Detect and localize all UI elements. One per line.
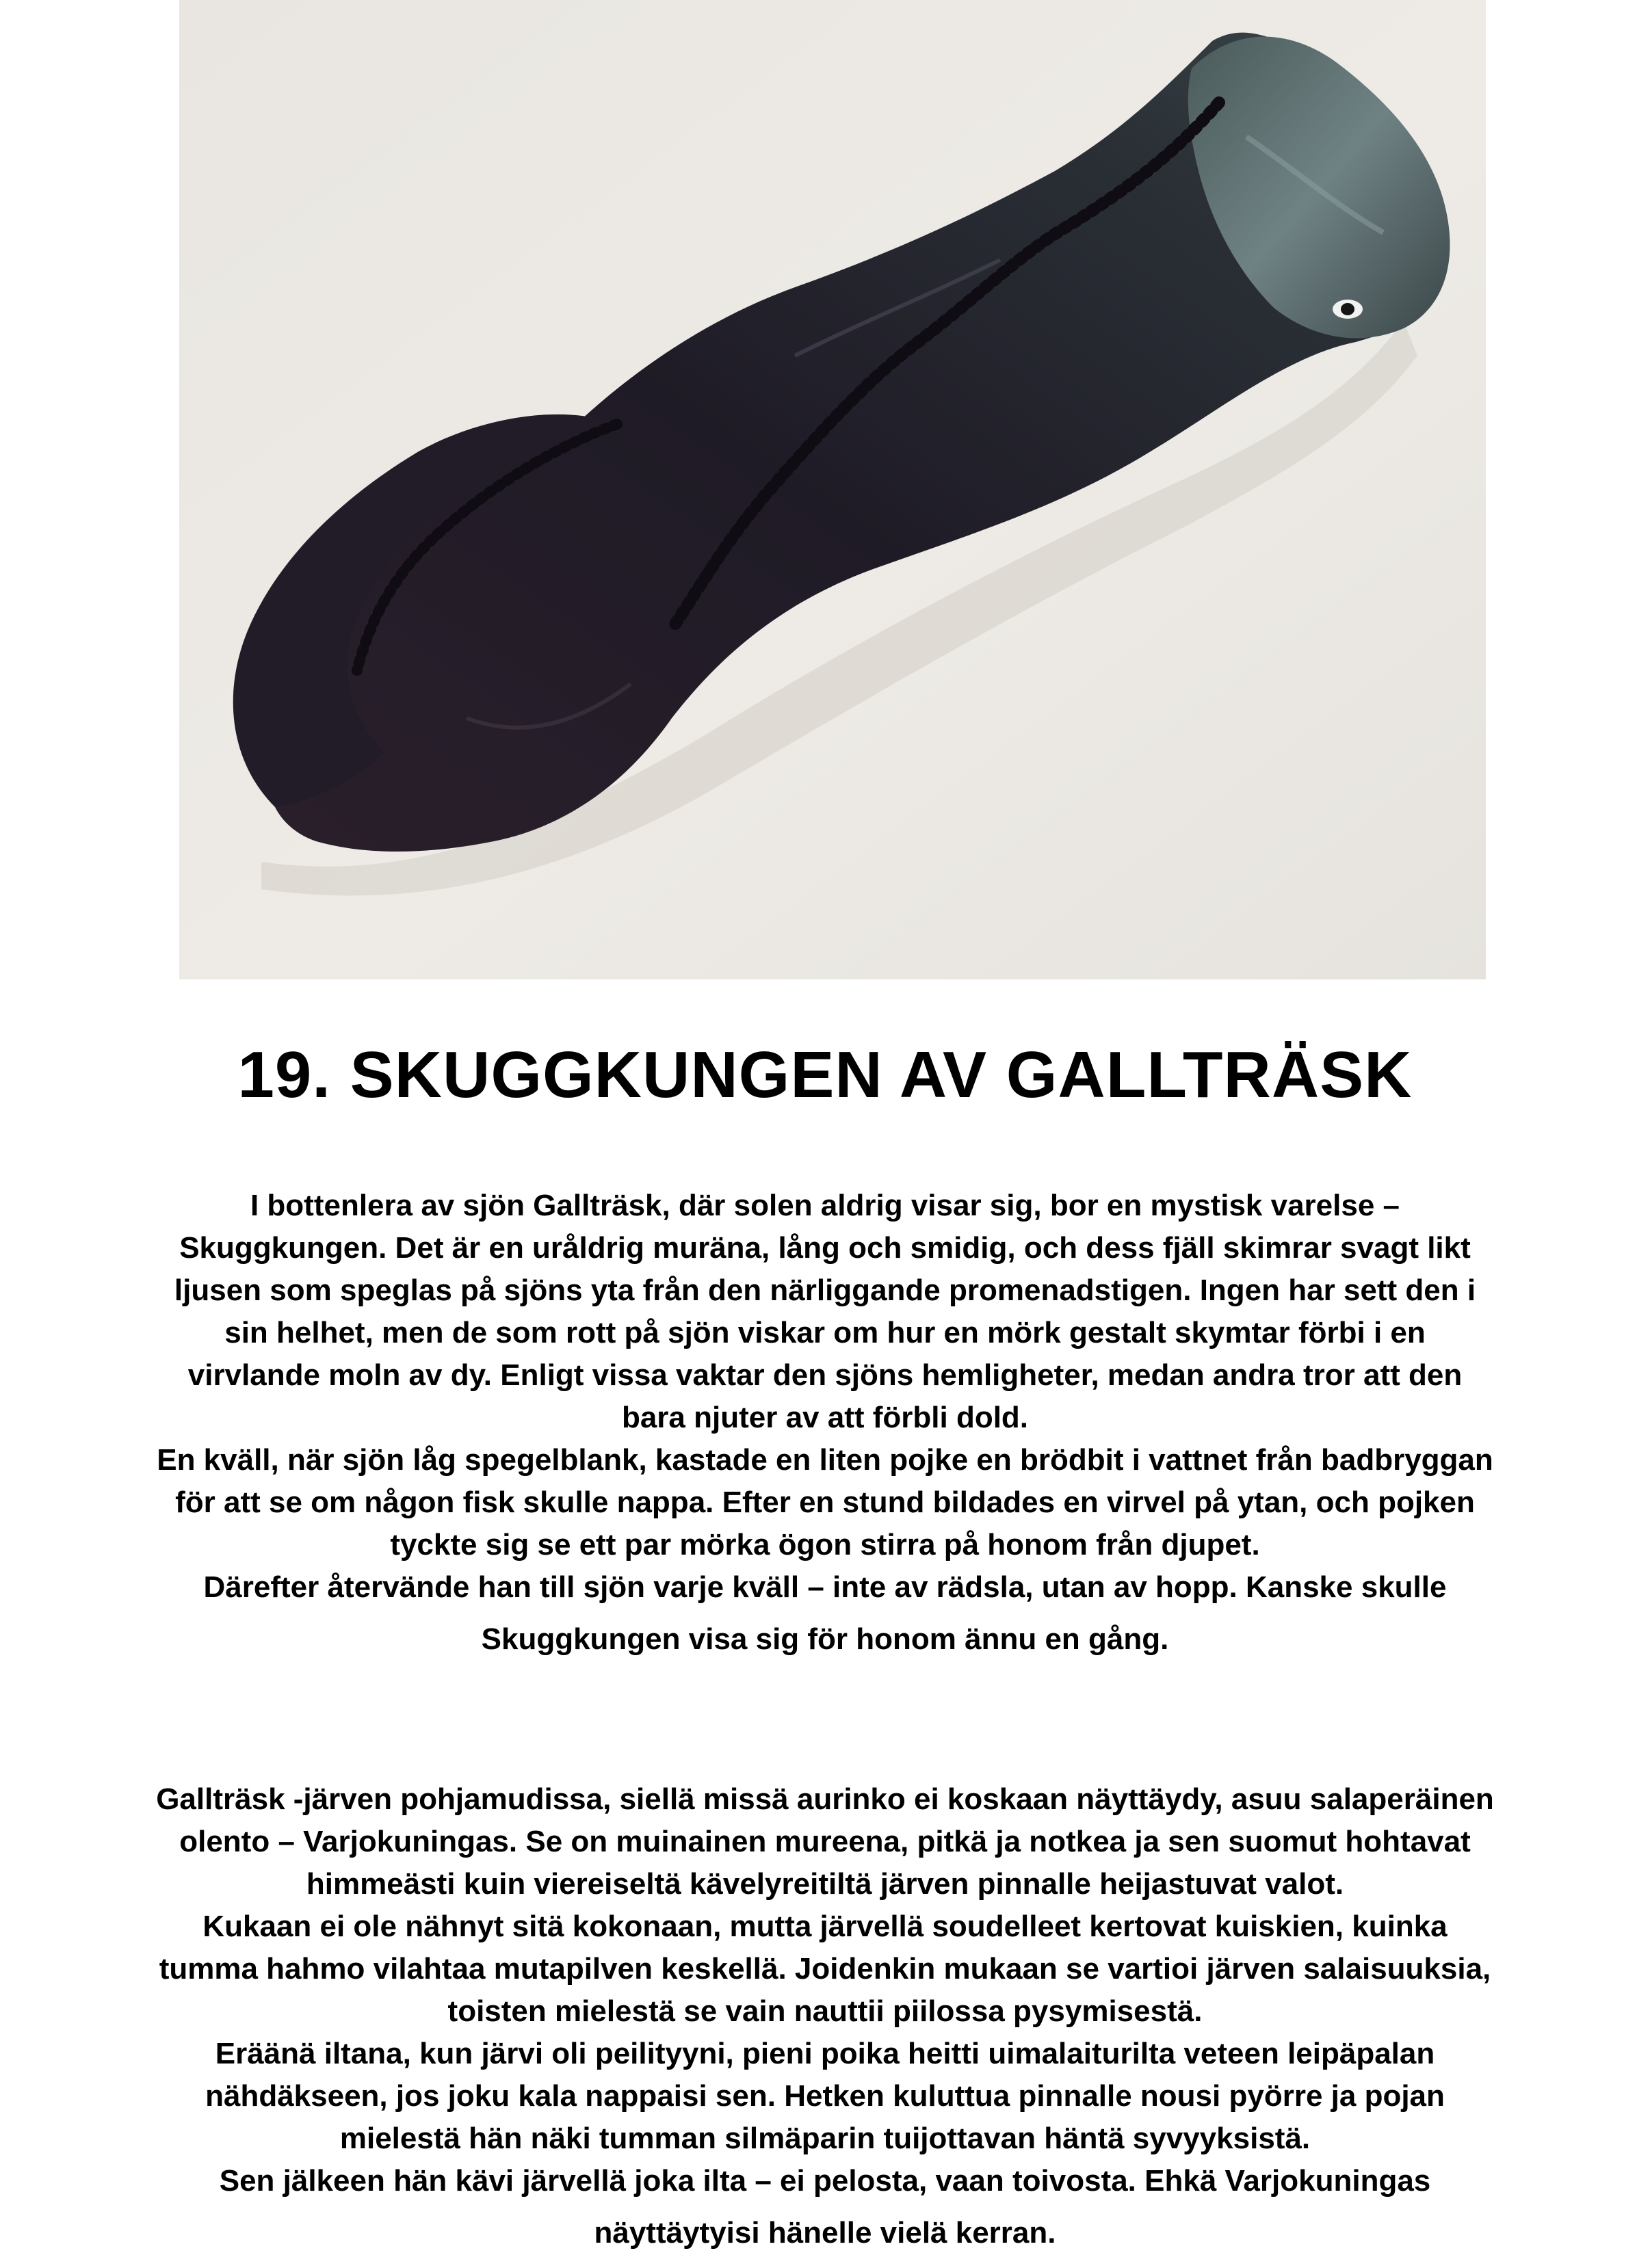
story-line: Skuggkungen. Det är en uråldrig muräna, lång och smidig, och dess fjäll skimrar svagt likt <box>179 1231 1471 1265</box>
story-line: tumma hahmo vilahtaa mutapilven keskellä. Joidenkin mukaan se vartioi järven salaisuuksia, <box>159 1952 1491 1986</box>
story-line: I bottenlera av sjön Gallträsk, där solen aldrig visar sig, bor en mystisk varelse – <box>250 1189 1400 1222</box>
story-line: Sen jälkeen hän kävi järvellä joka ilta – ei pelosta, vaan toivosta. Ehkä Varjokuningas <box>219 2164 1431 2198</box>
story-line: ljusen som speglas på sjöns yta från den närliggande promenadstigen. Ingen har sett den i <box>174 1274 1476 1307</box>
story-line: mielestä hän näki tumman silmäparin tuijottavan häntä syvyyksistä. <box>339 2122 1311 2155</box>
finnish-story <box>55 1778 1595 2254</box>
story-line: Därefter återvände han till sjön varje kväll – inte av rädsla, utan av hopp. Kanske skulle <box>203 1570 1447 1604</box>
story-line: toisten mielestä se vain nauttii piilossa pysymisestä. <box>447 1994 1203 2028</box>
story-line: tyckte sig se ett par mörka ögon stirra på honom från djupet. <box>390 1528 1260 1561</box>
story-line: virvlande moln av dy. Enligt vissa vaktar den sjöns hemligheter, medan andra tror att den <box>187 1358 1463 1392</box>
story-line: himmeästi kuin viereiseltä kävelyreitiltä järven pinnalle heijastuvat valot. <box>306 1867 1344 1901</box>
story-line: bara njuter av att förbli dold. <box>621 1401 1029 1434</box>
story-line: Kukaan ei ole nähnyt sitä kokonaan, mutta järvellä soudelleet kertovat kuiskien, kuinka <box>202 1910 1448 1943</box>
story-line: olento – Varjokuningas. Se on muinainen mureena, pitkä ja notkea ja sen suomut hohtavat <box>179 1825 1471 1858</box>
eel-sculpture-photo <box>179 0 1486 979</box>
story-line: En kväll, när sjön låg spegelblank, kastade en liten pojke en brödbit i vattnet från badbryggan <box>157 1443 1493 1477</box>
story-line: sin helhet, men de som rott på sjön viskar om hur en mörk gestalt skymtar förbi i en <box>224 1316 1426 1349</box>
page-title: 19. SKUGGKUNGEN AV GALLTRÄSK <box>237 1038 1413 1111</box>
swedish-story <box>55 1185 1595 1661</box>
story-line: Gallträsk -järven pohjamudissa, siellä missä aurinko ei koskaan näyttäydy, asuu salaperäinen <box>156 1782 1494 1816</box>
story-line: Eräänä iltana, kun järvi oli peilityyni, pieni poika heitti uimalaiturilta veteen leipäpalan <box>215 2037 1435 2070</box>
story-line: näyttäytyisi hänelle vielä kerran. <box>594 2216 1056 2250</box>
story-line: nähdäkseen, jos joku kala nappaisi sen. Hetken kuluttua pinnalle nousi pyörre ja pojan <box>205 2079 1445 2113</box>
story-line: Skuggkungen visa sig för honom ännu en gång. <box>481 1622 1169 1656</box>
story-line: för att se om någon fisk skulle nappa. Efter en stund bildades en virvel på ytan, och pojken <box>175 1486 1475 1519</box>
